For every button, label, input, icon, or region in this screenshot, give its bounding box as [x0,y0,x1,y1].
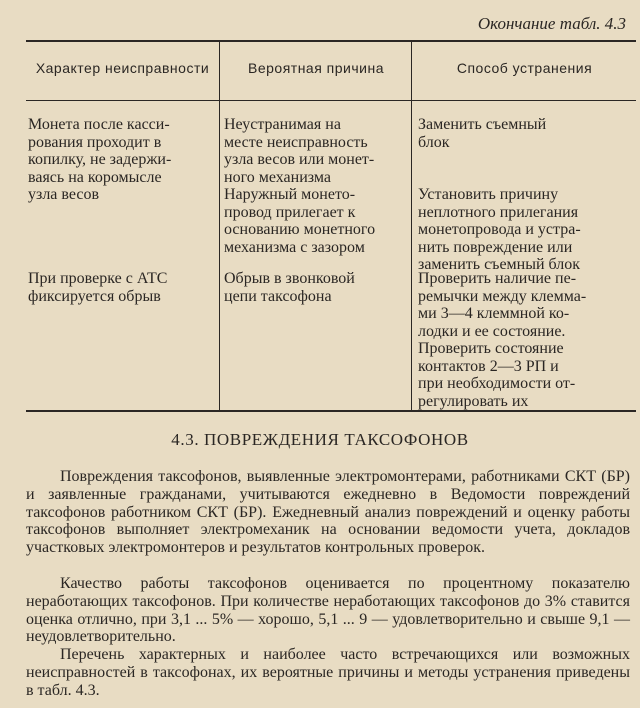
column-divider-1 [219,40,220,410]
header-remedy: Способ устранения [456,60,593,76]
table-top-rule [26,40,636,42]
table-header-rule [26,100,636,101]
body-paragraph: Повреждения таксофонов, выявленные электромонтерами, работниками СКТ (БР) и заявленные гражданами, учитываются ежедневно в Ведомости повреждений таксофонов работником СКТ (БР). Ежедневный анализ повреждений и оценку работы таксофонов выполняет электромеханик на основании ведомости учета, докладов участковых электромонтеров и результатов контрольных проверок. [26,468,630,557]
row1-remedy: Заменить съемный блок [418,116,547,151]
row1-cause: Неустранимая на месте неисправность узла весов или монет- ного механизма [224,116,375,186]
table-caption: Окончание табл. 4.3 [477,14,626,33]
header-cause: Вероятная причина [248,60,384,76]
row2-cause: Наружный монето- провод прилегает к основанию монетного механизма с зазором [224,186,376,256]
header-fault: Характер неисправности [35,60,210,76]
row3-cause: Обрыв в звонковой цепи таксофона [224,270,355,305]
section-title: 4.3. ПОВРЕЖДЕНИЯ ТАКСОФОНОВ [171,430,469,449]
body-paragraph: Качество работы таксофонов оценивается по процентному показателю неработающих таксофонов. При количестве неработающих таксофонов до 3% ставится оценка отлично, при 3,1 ... 5% — хорошо, 5,1 ... 9 — удовлетворительно и свыше 9,1 — неудовлетворительно. [26,575,630,646]
row3-fault: При проверке с АТС фиксируется обрыв [28,270,168,305]
row1-fault: Монета после касси- рования проходит в копилку, не задержи- ваясь на коромысле узла весов [28,116,172,203]
table-bottom-rule [26,410,636,412]
body-paragraph: Перечень характерных и наиболее часто встречающихся или возможных неисправностей в таксофонах, их вероятные причины и методы устранения приведены в табл. 4.3. [26,646,630,699]
column-divider-2 [411,40,412,410]
row2-remedy: Установить причину неплотного прилегания монетопровода и устра- нить повреждение или заменить съемный блок [418,186,581,273]
row3-remedy: Проверить наличие пе- ремычки между клемма- ми 3—4 клеммной ко- лодки и ее состояние. Проверить состояние контактов 2—3 РП и при необходимости от- регулировать их [418,270,587,410]
